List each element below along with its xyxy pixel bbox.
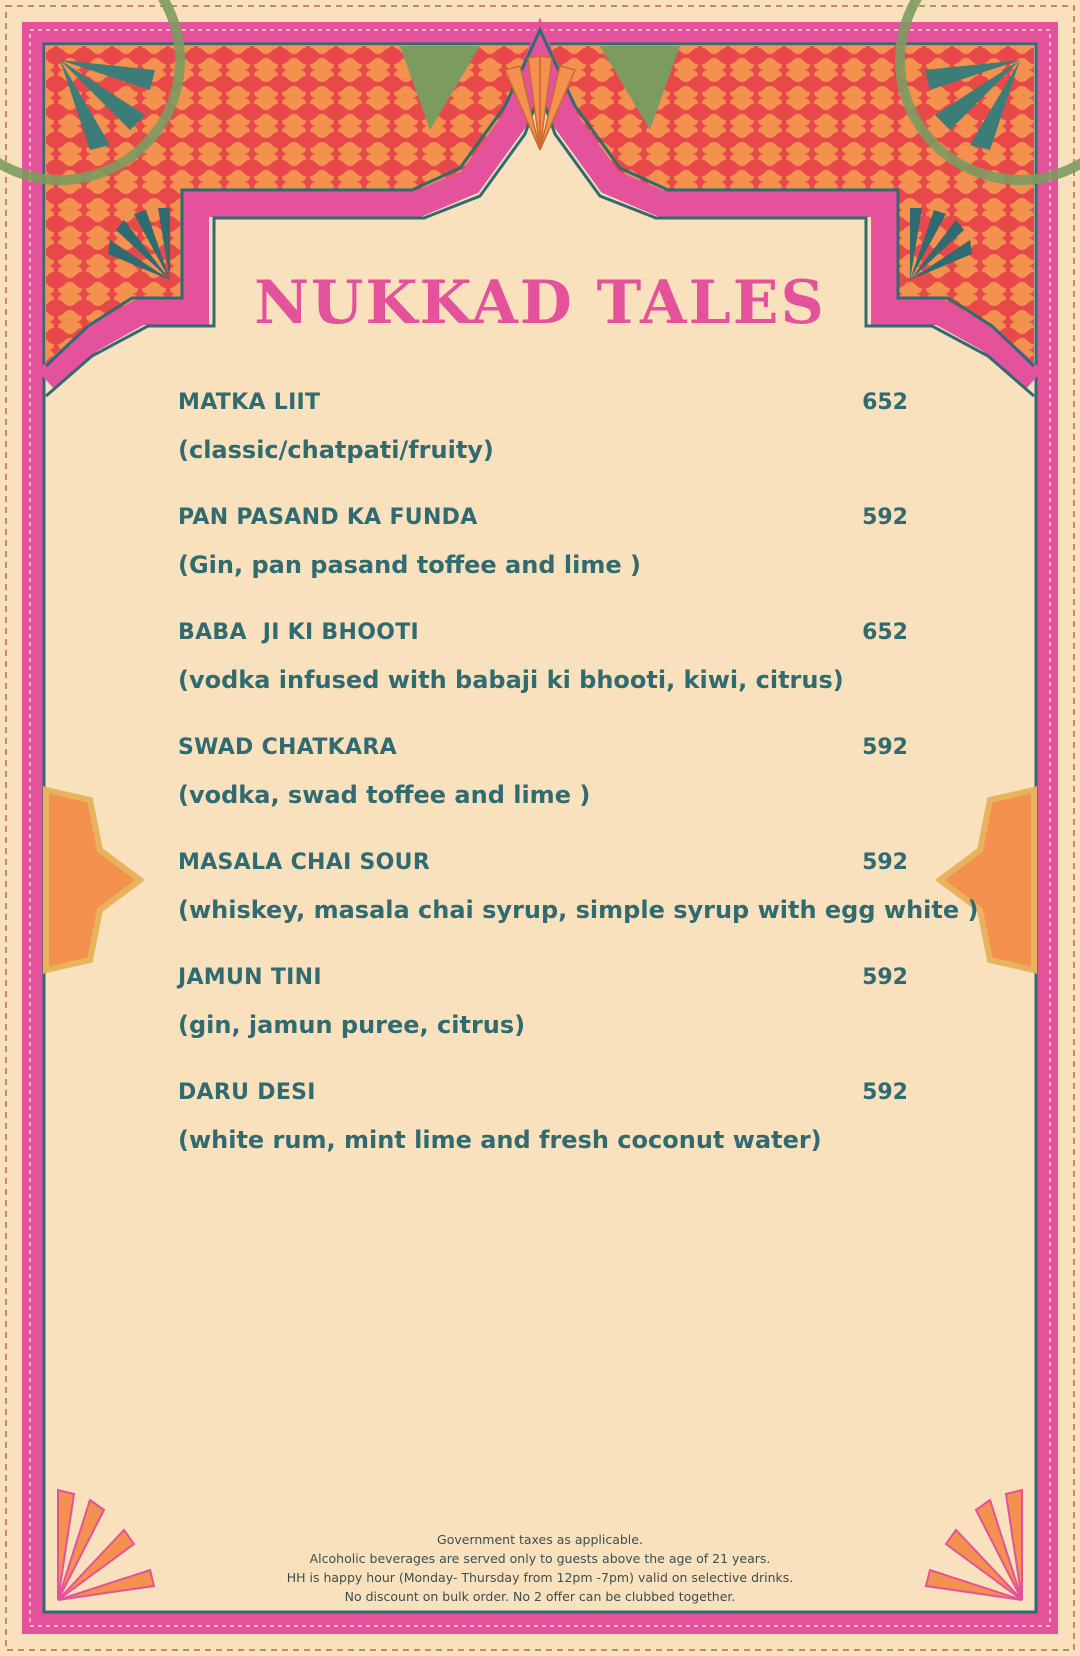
item-name: DARU DESI — [178, 1080, 316, 1105]
footer-line: No discount on bulk order. No 2 offer can be clubbed together. — [344, 1589, 736, 1604]
item-description: (whiskey, masala chai syrup, simple syrup with egg white ) — [178, 896, 979, 924]
item-description: (gin, jamun puree, citrus) — [178, 1011, 526, 1039]
item-name: MASALA CHAI SOUR — [178, 850, 431, 875]
item-description: (white rum, mint lime and fresh coconut water) — [178, 1126, 822, 1154]
footer-line: HH is happy hour (Monday- Thursday from 12pm -7pm) valid on selective drinks. — [286, 1570, 794, 1585]
item-price: 592 — [862, 505, 908, 530]
footer-line: Government taxes as applicable. — [437, 1532, 643, 1547]
item-description: (vodka, swad toffee and lime ) — [178, 781, 591, 809]
menu-item — [178, 390, 908, 505]
item-price: 652 — [862, 620, 908, 645]
menu-item — [178, 1080, 908, 1195]
item-description: (vodka infused with babaji ki bhooti, kiwi, citrus) — [178, 666, 844, 694]
menu-item — [178, 735, 908, 850]
item-name: MATKA LIIT — [178, 390, 321, 415]
item-name: BABA JI KI BHOOTI — [178, 620, 420, 645]
item-description: (classic/chatpati/fruity) — [178, 436, 494, 464]
footer-line: Alcoholic beverages are served only to guests above the age of 21 years. — [309, 1551, 771, 1566]
item-description: (Gin, pan pasand toffee and lime ) — [178, 551, 641, 579]
menu-title: NUKKAD TALES — [254, 268, 826, 338]
item-price: 592 — [862, 1080, 908, 1105]
menu-item — [178, 620, 908, 735]
item-name: JAMUN TINI — [178, 965, 322, 990]
item-price: 592 — [862, 735, 908, 760]
menu-item — [178, 505, 908, 620]
menu-list — [178, 390, 979, 1195]
item-name: SWAD CHATKARA — [178, 735, 397, 760]
item-price: 652 — [862, 390, 908, 415]
item-price: 592 — [862, 850, 908, 875]
item-name: PAN PASAND KA FUNDA — [178, 505, 478, 530]
menu-item — [178, 850, 979, 965]
footer-notes — [0, 1530, 1080, 1606]
item-price: 592 — [862, 965, 908, 990]
menu-item — [178, 965, 908, 1080]
